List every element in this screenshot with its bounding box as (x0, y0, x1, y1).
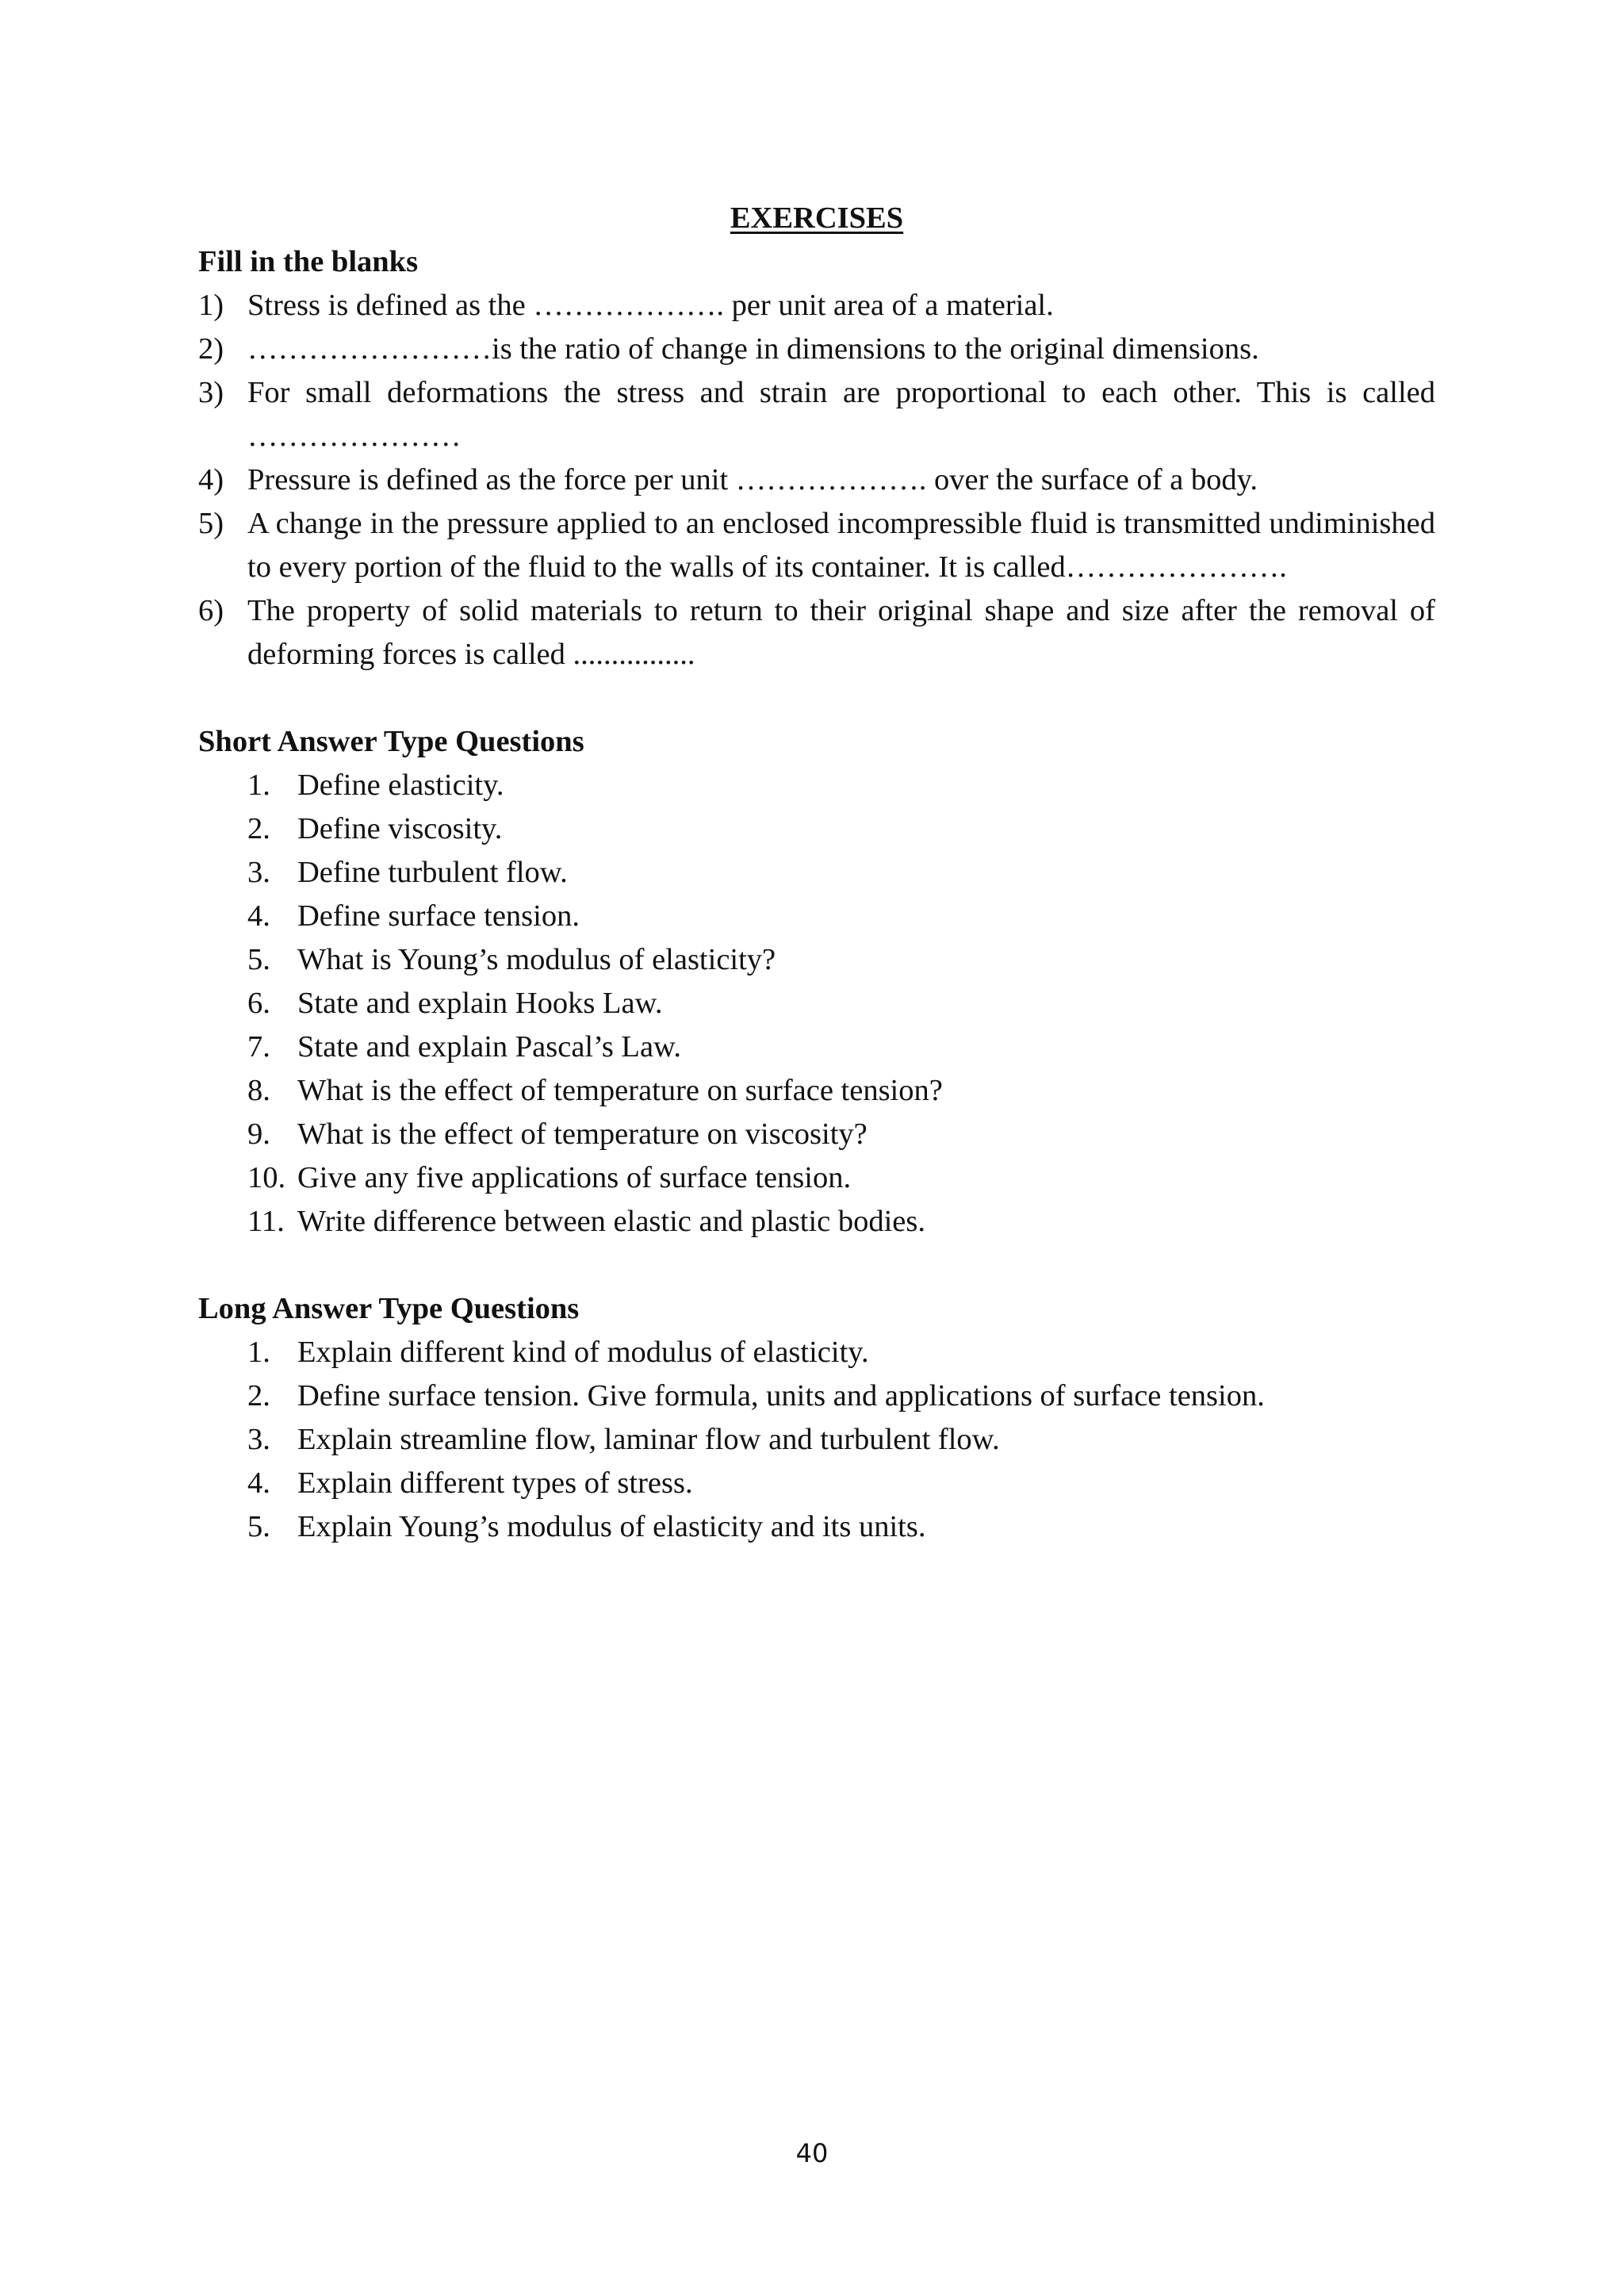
item-number: 5. (247, 943, 270, 976)
item-text: State and explain Hooks Law. (297, 987, 663, 1020)
item-number: 2. (247, 812, 270, 845)
document-page (198, 197, 1435, 1549)
item-text: Explain streamline flow, laminar flow and turbulent flow. (297, 1423, 1000, 1456)
item-number: 4) (198, 463, 224, 496)
item-number: 4. (247, 899, 270, 933)
item-text: Pressure is defined as the force per unit ………………. over the surface of a body. (247, 463, 1258, 496)
list-item (247, 851, 1435, 895)
item-text: What is the effect of temperature on viscosity? (297, 1117, 868, 1151)
item-number: 8. (247, 1074, 270, 1107)
item-text: Explain different types of stress. (297, 1466, 693, 1500)
list-item (247, 982, 1435, 1025)
item-number: 3. (247, 1423, 270, 1456)
item-text: The property of solid materials to return to their original shape and size after the removal of deforming forces is called ................ (247, 594, 1435, 671)
item-text: What is Young’s modulus of elasticity? (297, 943, 776, 976)
item-number: 1. (247, 769, 270, 802)
list-item (247, 1200, 1435, 1244)
page-number: 40 (795, 2138, 829, 2168)
item-number: 3. (247, 856, 270, 889)
list-item (198, 458, 1435, 502)
list-item (198, 589, 1435, 677)
item-number: 6. (247, 987, 270, 1020)
item-text: Explain different kind of modulus of elasticity. (297, 1336, 869, 1369)
item-number: 10. (247, 1161, 286, 1194)
item-text: What is the effect of temperature on surface tension? (297, 1074, 943, 1107)
list-item (247, 1462, 1435, 1505)
item-text: Define surface tension. (297, 899, 580, 933)
list-item (247, 1069, 1435, 1113)
list-item (247, 764, 1435, 807)
item-text: Write difference between elastic and plastic bodies. (297, 1205, 925, 1238)
item-text: Define viscosity. (297, 812, 503, 845)
item-number: 11. (247, 1205, 285, 1238)
short-answer-heading: Short Answer Type Questions (198, 725, 584, 758)
page-title: EXERCISES (730, 201, 904, 235)
item-number: 5. (247, 1510, 270, 1543)
list-item (198, 328, 1435, 371)
list-item (247, 1113, 1435, 1156)
list-item (247, 1418, 1435, 1462)
item-text: ……………………is the ratio of change in dimensions to the original dimensions. (247, 332, 1259, 366)
item-text: Define elasticity. (297, 769, 504, 802)
fill-in-blanks-heading: Fill in the blanks (198, 245, 419, 278)
list-item (247, 938, 1435, 982)
list-item (198, 502, 1435, 589)
list-item (247, 1331, 1435, 1374)
section-spacer (198, 1244, 1435, 1287)
list-item (247, 1156, 1435, 1200)
long-answer-heading: Long Answer Type Questions (198, 1292, 580, 1325)
item-number: 9. (247, 1117, 270, 1151)
item-text: For small deformations the stress and strain are proportional to each other. This is called ………………… (247, 376, 1435, 453)
long-answer-list (198, 1331, 1435, 1549)
item-number: 2) (198, 332, 224, 366)
item-text: Stress is defined as the ………………. per unit area of a material. (247, 289, 1054, 322)
item-number: 6) (198, 594, 224, 627)
item-text: Give any five applications of surface tension. (297, 1161, 852, 1194)
item-number: 2. (247, 1379, 270, 1412)
fill-in-blanks-list (198, 284, 1435, 677)
item-text: Explain Young’s modulus of elasticity and its units. (297, 1510, 926, 1543)
list-item (198, 284, 1435, 328)
list-item (247, 807, 1435, 851)
list-item (247, 1505, 1435, 1549)
list-item (247, 1374, 1435, 1418)
item-number: 5) (198, 507, 224, 540)
item-text: Define turbulent flow. (297, 856, 568, 889)
item-number: 7. (247, 1030, 270, 1064)
item-text: Define surface tension. Give formula, units and applications of surface tension. (297, 1379, 1265, 1412)
item-text: State and explain Pascal’s Law. (297, 1030, 681, 1064)
item-number: 1) (198, 289, 224, 322)
item-number: 3) (198, 376, 224, 409)
list-item (247, 1025, 1435, 1069)
item-number: 1. (247, 1336, 270, 1369)
list-item (198, 371, 1435, 458)
section-spacer (198, 677, 1435, 720)
short-answer-list (198, 764, 1435, 1244)
list-item (247, 895, 1435, 938)
item-number: 4. (247, 1466, 270, 1500)
item-text: A change in the pressure applied to an enclosed incompressible fluid is transmitted undiminished to every portion of the fluid to the walls of its container. It is called…………………. (247, 507, 1435, 584)
